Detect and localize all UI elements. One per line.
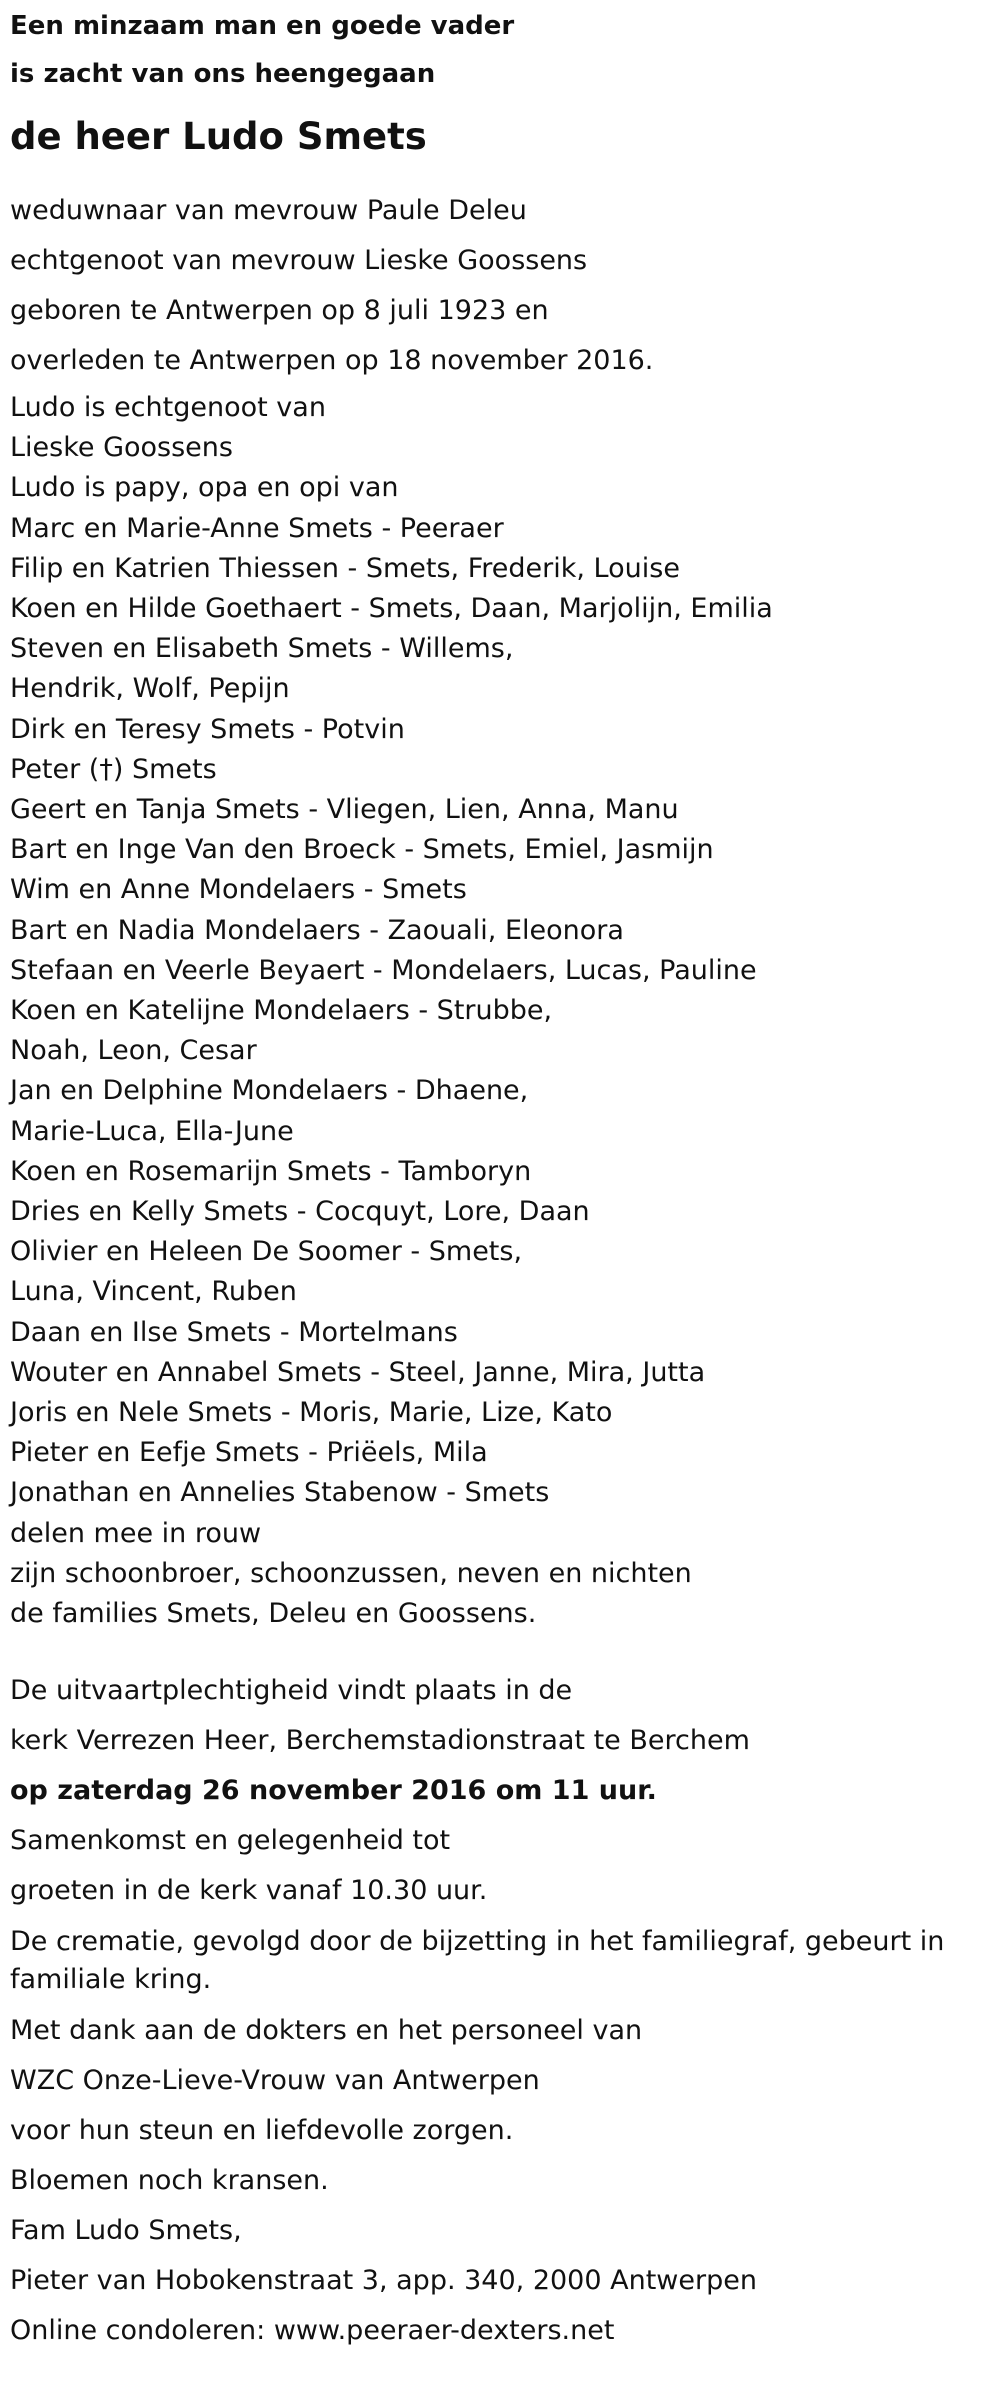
- intro-line-1: Een minzaam man en goede vader: [10, 11, 515, 41]
- ceremony-date: op zaterdag 26 november 2016 om 11 uur.: [10, 1775, 657, 1807]
- ceremony-line: Samenkomst en gelegenheid tot: [10, 1825, 451, 1857]
- family-line: Filip en Katrien Thiessen - Smets, Frederik, Louise: [10, 552, 680, 584]
- family-line: Jonathan en Annelies Stabenow - Smets: [10, 1477, 550, 1509]
- family-line: Wouter en Annabel Smets - Steel, Janne, Mira, Jutta: [10, 1356, 706, 1388]
- condolence-link[interactable]: Online condoleren: www.peeraer-dexters.net: [10, 2315, 615, 2347]
- family-line: Wim en Anne Mondelaers - Smets: [10, 874, 467, 906]
- intro-line-2: is zacht van ons heengegaan: [10, 59, 436, 89]
- family-line: Peter (†) Smets: [10, 753, 217, 785]
- thanks-line: voor hun steun en liefdevolle zorgen.: [10, 2115, 514, 2147]
- family-line: Stefaan en Veerle Beyaert - Mondelaers, Lucas, Pauline: [10, 954, 757, 986]
- family-line: Hendrik, Wolf, Pepijn: [10, 673, 290, 705]
- section-spacer: [10, 1634, 990, 1666]
- ceremony-location: kerk Verrezen Heer, Berchemstadionstraat te Berchem: [10, 1725, 750, 1757]
- family-line: Ludo is papy, opa en opi van: [10, 472, 399, 504]
- family-line: Koen en Katelijne Mondelaers - Strubbe,: [10, 995, 553, 1027]
- thanks-line: Met dank aan de dokters en het personeel van: [10, 2015, 643, 2047]
- family-line: Geert en Tanja Smets - Vliegen, Lien, Anna, Manu: [10, 794, 679, 826]
- family-line: Noah, Leon, Cesar: [10, 1035, 257, 1067]
- family-signature: Fam Ludo Smets,: [10, 2215, 242, 2247]
- family-line: Luna, Vincent, Ruben: [10, 1276, 297, 1308]
- family-line: Bart en Nadia Mondelaers - Zaouali, Eleonora: [10, 914, 624, 946]
- details-block: [10, 186, 990, 386]
- family-line: Koen en Hilde Goethaert - Smets, Daan, Marjolijn, Emilia: [10, 593, 773, 625]
- flowers-note: Bloemen noch kransen.: [10, 2165, 329, 2197]
- obituary-page: [0, 2, 1000, 2356]
- family-line: Marie-Luca, Ella-June: [10, 1115, 294, 1147]
- ceremony-line: De uitvaartplechtigheid vindt plaats in de: [10, 1675, 573, 1707]
- detail-line: echtgenoot van mevrouw Lieske Goossens: [10, 245, 588, 276]
- family-line: Marc en Marie-Anne Smets - Peeraer: [10, 512, 504, 544]
- thanks-line: WZC Onze-Lieve-Vrouw van Antwerpen: [10, 2065, 540, 2097]
- address-line: Pieter van Hobokenstraat 3, app. 340, 2000 Antwerpen: [10, 2265, 757, 2297]
- thanks-block: [10, 2006, 990, 2356]
- family-line: delen mee in rouw: [10, 1517, 262, 1549]
- family-line: Jan en Delphine Mondelaers - Dhaene,: [10, 1075, 529, 1107]
- detail-line: overleden te Antwerpen op 18 november 2016.: [10, 345, 654, 376]
- detail-line: weduwnaar van mevrouw Paule Deleu: [10, 195, 527, 226]
- family-line: de families Smets, Deleu en Goossens.: [10, 1598, 537, 1630]
- family-line: Dirk en Teresy Smets - Potvin: [10, 713, 405, 745]
- cremation-note: De crematie, gevolgd door de bijzetting in het familiegraf, gebeurt in familiale kring.: [10, 1926, 945, 1996]
- detail-line: geboren te Antwerpen op 8 juli 1923 en: [10, 295, 549, 326]
- family-line: Steven en Elisabeth Smets - Willems,: [10, 633, 514, 665]
- family-line: Joris en Nele Smets - Moris, Marie, Lize, Kato: [10, 1397, 613, 1429]
- family-line: Olivier en Heleen De Soomer - Smets,: [10, 1236, 523, 1268]
- family-line: Daan en Ilse Smets - Mortelmans: [10, 1316, 458, 1348]
- family-line: Lieske Goossens: [10, 432, 233, 464]
- deceased-name: de heer Ludo Smets: [10, 115, 427, 158]
- ceremony-block: [10, 1666, 990, 2006]
- family-line: Ludo is echtgenoot van: [10, 392, 326, 423]
- family-line: Bart en Inge Van den Broeck - Smets, Emiel, Jasmijn: [10, 834, 714, 866]
- family-block: [10, 388, 990, 1634]
- family-line: zijn schoonbroer, schoonzussen, neven en nichten: [10, 1557, 692, 1589]
- family-line: Dries en Kelly Smets - Cocquyt, Lore, Daan: [10, 1196, 590, 1228]
- ceremony-line: groeten in de kerk vanaf 10.30 uur.: [10, 1875, 488, 1907]
- family-line: Pieter en Eefje Smets - Priëels, Mila: [10, 1437, 488, 1469]
- family-line: Koen en Rosemarijn Smets - Tamboryn: [10, 1155, 532, 1187]
